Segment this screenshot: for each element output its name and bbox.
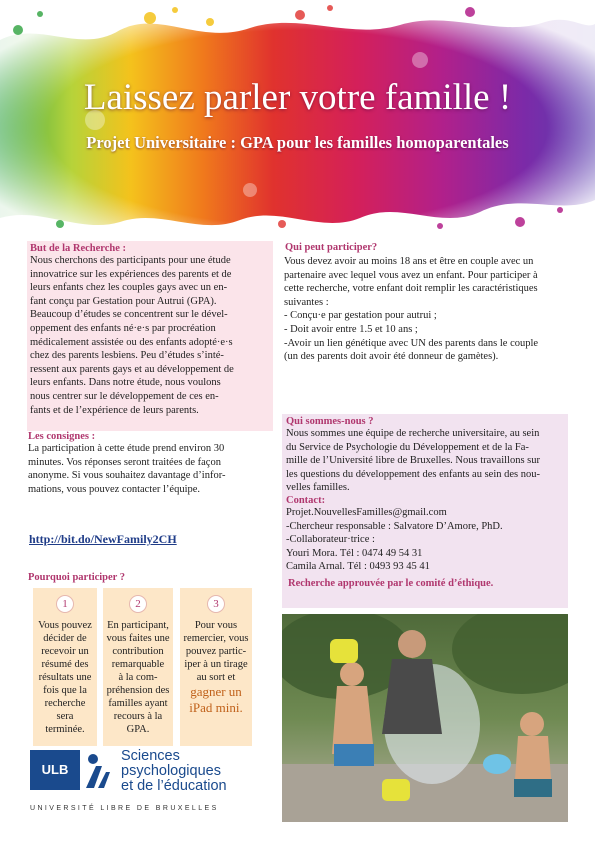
why-participate-heading: Pourquoi participer ? xyxy=(28,572,126,583)
who-we-are-text: Nous sommes une équipe de recherche universitaire, au sein du Service de Psychologie du Développement et de la Fa- mille de l’Université libre de Bruxelles. Nous travaillons sur les questions du développement des enfants au sein des nou- velles familles. xyxy=(286,428,540,494)
contact-details: Projet.NouvellesFamilles@gmail.com -Chercheur responsable : Salvatore D’Amore, PhD. -Collaborateur·trice : Youri Mora. Tél : 0474 49 54 31 Camila Arnal. Tél : 0493 93 45 41 xyxy=(286,506,503,573)
research-goal-text: Nous cherchons des participants pour une étude innovatrice sur les expériences des parents et de leurs enfants chez les couples gays avec un en- fant conçu par Gestation pour Autrui (GPA). Beaucoup d’études se concentrent sur le dével- oppement des enfants né·e·s par procréation médicalement assistée ou des enfants adopté·e·s chez des parents lesbiens. Peu d’études s’inté- ressent aux parents gays et au développement de leurs enfants. Dans notre étude, nous voulons nous centrer sur le développement de ces en- fants et de l’expérience de leurs parents. xyxy=(30,255,234,416)
who-we-are-heading: Qui sommes-nous ? xyxy=(286,416,374,427)
ethics-approval: Recherche approuvée par le comité d’éthique. xyxy=(288,577,494,589)
header-splash xyxy=(0,0,595,232)
who-can-participate-text: Vous devez avoir au moins 18 ans et être en couple avec un partenaire avec lequel vous avez un enfant. Pour participer à cette recherche, votre enfant doit remplir les caractéristiques suivantes : - Conçu·e par gestation pour autrui ; - Doit avoir entre 1.5 et 10 ans ; -Avoir un lien génétique avec UN des parents dans le couple (un des parents doit avoir été donneur de gamètes). xyxy=(284,256,539,363)
survey-link[interactable]: http://bit.do/NewFamily2CH xyxy=(29,532,177,546)
faculty-name: Sciences psychologiques et de l’éducation xyxy=(121,748,227,794)
reason-card-3 xyxy=(180,588,252,746)
reason-card-1 xyxy=(33,588,97,746)
instructions-heading: Les consignes : xyxy=(28,431,96,442)
contact-heading: Contact: xyxy=(286,494,326,506)
page-title: Laissez parler votre famille ! xyxy=(83,77,512,118)
ulb-emblem-icon xyxy=(82,750,116,790)
university-name: UNIVERSITÉ LIBRE DE BRUXELLES xyxy=(30,805,219,812)
prize-highlight: gagner un iPad mini. xyxy=(189,684,243,715)
reason-number: 1 xyxy=(56,595,74,613)
reason-number: 3 xyxy=(207,595,225,613)
research-goal-section xyxy=(27,241,273,431)
research-goal-heading: But de la Recherche : xyxy=(30,243,127,254)
ulb-logo: ULB xyxy=(30,750,80,790)
reason-text: En participant, vous faites une contribution remarquable à la com- préhension des familles ayant recours à la GPA. xyxy=(106,620,170,735)
instructions-section xyxy=(28,431,272,496)
reason-text: Pour vous remercier, vous pouvez partic- iper à un tirage au sort et xyxy=(183,620,249,683)
family-photo xyxy=(282,614,568,822)
family-playing-image xyxy=(282,614,568,822)
reason-number: 2 xyxy=(129,595,147,613)
instructions-text: La participation à cette étude prend environ 30 minutes. Vos réponses seront traitées de façon anonyme. Si vous souhaitez davantage d’infor- mations, vous pouvez contacter l’équipe. xyxy=(28,443,226,495)
reason-text: Vous pouvez décider de recevoir un résumé des résultats une fois que la recherche sera terminée. xyxy=(38,620,92,735)
who-we-are-section xyxy=(282,414,568,608)
page-subtitle: Projet Universitaire : GPA pour les familles homoparentales xyxy=(86,133,509,152)
who-can-participate-heading: Qui peut participer? xyxy=(285,242,378,253)
reason-card-2 xyxy=(103,588,173,746)
